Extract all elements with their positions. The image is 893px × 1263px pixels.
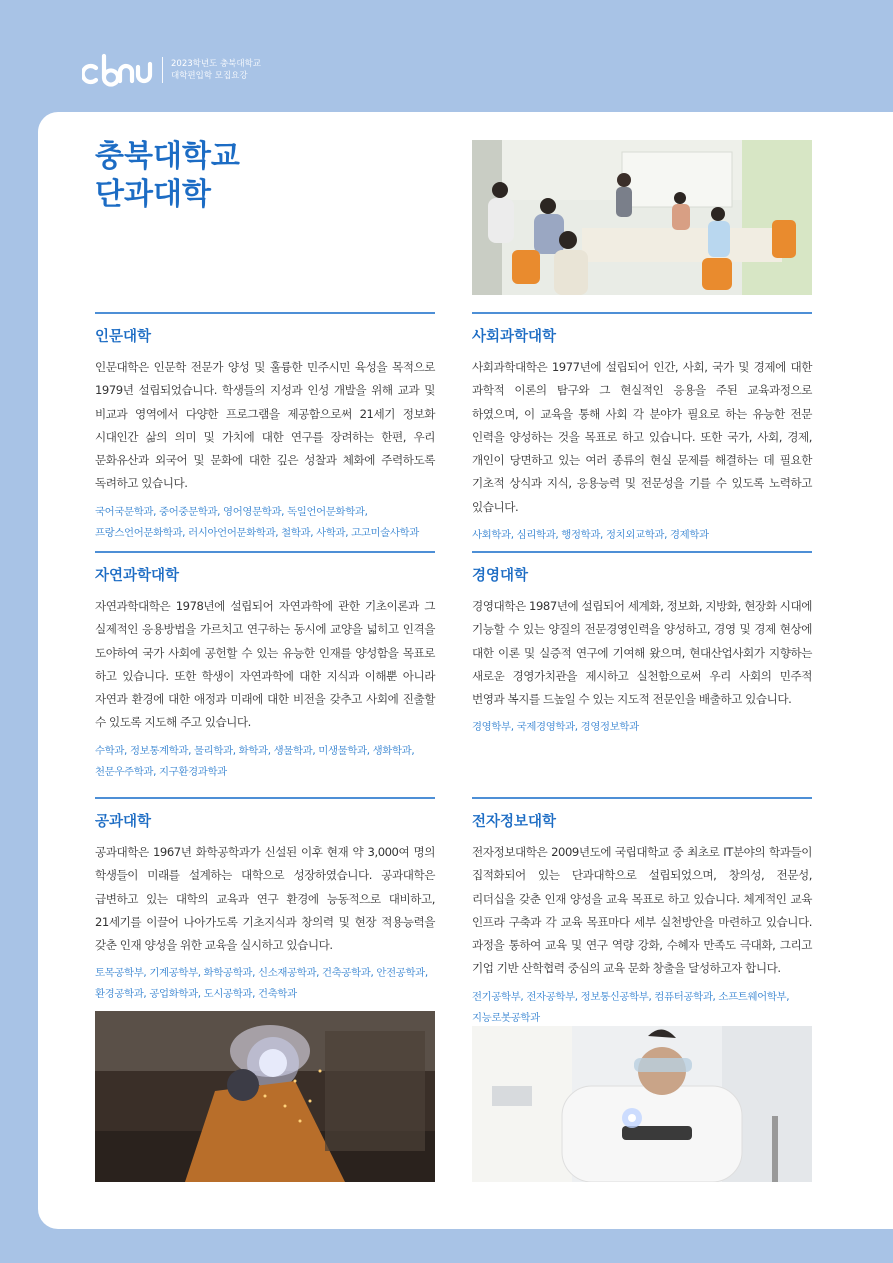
department-line: 환경공학과, 공업화학과, 도시공학과, 건축학과 xyxy=(95,988,297,1001)
section-rule xyxy=(95,551,435,553)
college-business xyxy=(472,551,812,738)
cbnu-logo xyxy=(82,50,154,90)
section-title: 인문대학 xyxy=(95,329,152,345)
section-description: 인문대학은 인문학 전문가 양성 및 훌륭한 민주시민 육성을 목적으로 1979년 설립되었습니다. 학생들의 지성과 인성 개발을 위해 교과 및 비교과 영역에서 다양한 프로그램을 제공함으로써 21세기 정보화 시대인간 삶의 의미 및 가치에 대한 연구를 장려하는 한편, 우리 문화유산과 외국어 및 문화에 대한 깊은 성찰과 체화에 주력하도록 독려하고 있습니다. xyxy=(95,360,435,491)
lab-photo xyxy=(472,1026,812,1182)
section-title: 공과대학 xyxy=(95,814,152,830)
section-title: 자연과학대학 xyxy=(95,568,180,584)
section-description: 경영대학은 1987년에 설립되어 세계화, 정보화, 지방화, 현장화 시대에 기능할 수 있는 양질의 전문경영인력을 양성하고, 경영 및 경제 현상에 대한 이론 및 실증적 연구에 기여해 왔으며, 현대산업사회가 지향하는 새로운 경영가치관을 제시하고 실천함으로써 우리 사회의 민주적 번영과 복지를 드높일 수 있는 지도적 전문인을 배출하고 있습니다. xyxy=(472,599,812,707)
department-list xyxy=(95,741,435,783)
section-description: 공과대학은 1967년 화학공학과가 신설된 이후 현재 약 3,000여 명의 학생들이 미래를 설계하는 대학으로 성장하였습니다. 공과대학은 급변하고 있는 대학의 교육과 연구 환경에 능동적으로 대비하고, 21세기를 이끌어 나아가도록 기초지식과 창의력 및 현장 적용능력을 갖춘 인재 양성을 위한 교육을 실시하고 있습니다. xyxy=(95,845,435,953)
college-social-sciences xyxy=(472,312,812,546)
section-description: 사회과학대학은 1977년에 설립되어 인간, 사회, 국가 및 경제에 대한 과학적 이론의 탐구와 그 현실적인 응용을 주된 교육과정으로 하였으며, 이 교육을 통해 사회 각 분야가 필요로 하는 유능한 전문 인력을 양성하는 것을 목표로 하고 있습니다. 또한 국가, 사회, 경제, 개인이 당면하고 있는 여러 종류의 현실 문제를 해결하는 데 필요한 기초적 상식과 지식, 응용능력 및 전문성을 기를 수 있도록 노력하고 있습니다. xyxy=(472,360,812,514)
college-humanities xyxy=(95,312,435,544)
section-description: 전자정보대학은 2009년도에 국립대학교 중 최초로 IT분야의 학과들이 집적화되어 있는 단과대학으로 설립되었으며, 창의성, 전문성, 리더십을 갖춘 인재 양성을 교육 목표로 하고 있습니다. 체계적인 교육 인프라 구축과 각 교육 목표마다 세부 실천방안을 마련하고 있습니다. 과정을 통하여 교육 및 연구 역량 강화, 수혜자 만족도 극대화, 그리고 기업 기반 산학협력 중심의 교육 문화 창출을 달성하고자 합니다. xyxy=(472,845,812,976)
department-line: 수학과, 정보통계학과, 물리학과, 화학과, 생물학과, 미생물학과, 생화학과, xyxy=(95,744,415,757)
department-line: 경영학부, 국제경영학과, 경영정보학과 xyxy=(472,721,639,734)
classroom-photo xyxy=(472,140,812,295)
department-list xyxy=(472,525,812,546)
header-line-1: 2023학년도 충북대학교 xyxy=(171,59,262,69)
college-electronics-information xyxy=(472,797,812,1029)
department-list xyxy=(95,963,435,1005)
welding-photo xyxy=(95,1011,435,1182)
department-line: 전기공학부, 전자공학부, 정보통신공학부, 컴퓨터공학과, 소프트웨어학부, xyxy=(472,990,790,1003)
page-header xyxy=(82,48,261,92)
section-rule xyxy=(95,312,435,314)
department-line: 지능로봇공학과 xyxy=(472,1011,540,1024)
department-line: 사회학과, 심리학과, 행정학과, 정치외교학과, 경제학과 xyxy=(472,529,709,542)
section-title: 경영대학 xyxy=(472,568,529,584)
page-title-line-1: 충북대학교 xyxy=(95,139,240,174)
section-title: 전자정보대학 xyxy=(472,814,557,830)
page-title-line-2: 단과대학 xyxy=(95,177,211,212)
department-list xyxy=(472,717,812,738)
college-natural-sciences xyxy=(95,551,435,783)
section-rule xyxy=(472,551,812,553)
header-caption xyxy=(171,58,261,82)
page-title xyxy=(95,138,240,214)
section-description: 자연과학대학은 1978년에 설립되어 자연과학에 관한 기초이론과 그 실제적인 응용방법을 가르치고 연구하는 동시에 교양을 넓히고 인격을 도야하여 국가 사회에 공헌할 수 있는 유능한 인재를 양성함을 목표로 하고 있습니다. 또한 학생이 자연과학에 대한 지식과 이해뿐 아니라 자연과 환경에 대한 애정과 미래에 대한 비전을 갖추고 사회에 진출할 수 있도록 지도해 주고 있습니다. xyxy=(95,599,435,730)
department-line: 프랑스언어문화학과, 러시아언어문화학과, 철학과, 사학과, 고고미술사학과 xyxy=(95,526,419,539)
college-engineering xyxy=(95,797,435,1005)
header-divider xyxy=(162,57,163,83)
header-line-2: 대학편입학 모집요강 xyxy=(171,71,248,81)
department-line: 국어국문학과, 중어중문학과, 영어영문학과, 독일언어문화학과, xyxy=(95,505,368,518)
department-line: 토목공학부, 기계공학부, 화학공학과, 신소재공학과, 건축공학과, 안전공학과, xyxy=(95,967,428,980)
section-rule xyxy=(472,797,812,799)
section-title: 사회과학대학 xyxy=(472,329,557,345)
department-list xyxy=(95,502,435,544)
section-rule xyxy=(472,312,812,314)
section-rule xyxy=(95,797,435,799)
department-line: 천문우주학과, 지구환경과학과 xyxy=(95,765,227,778)
department-list xyxy=(472,987,812,1029)
